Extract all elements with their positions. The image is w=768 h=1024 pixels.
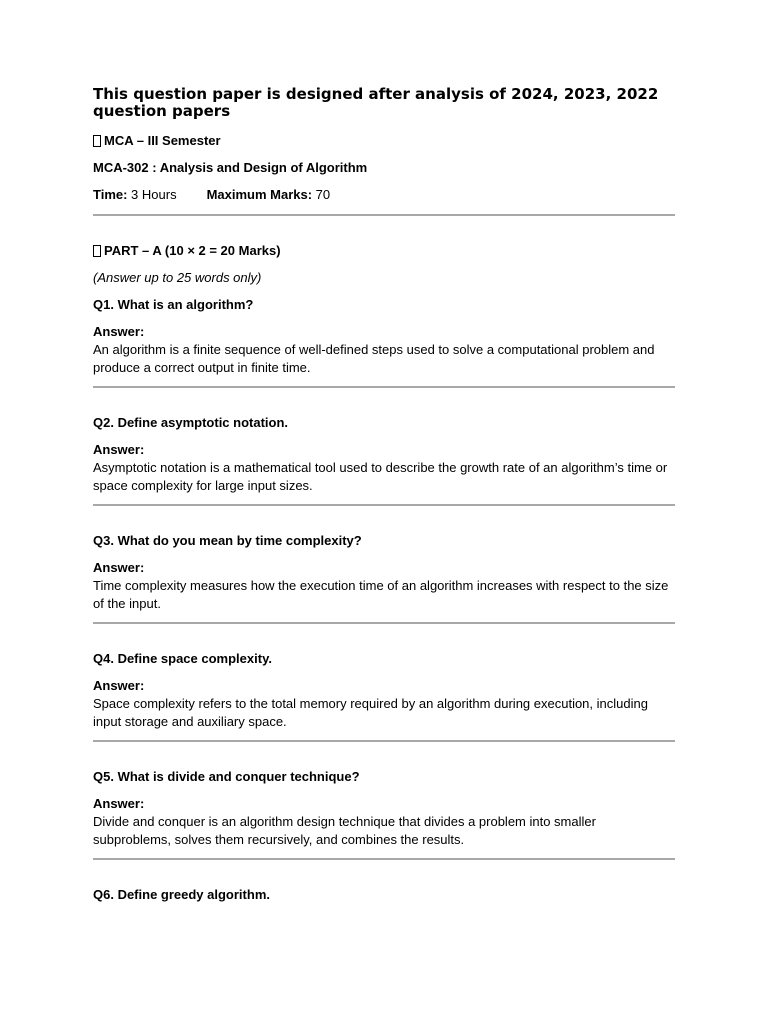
answer-text: Asymptotic notation is a mathematical tool used to describe the growth rate of an algorithm’s time or space complexity for large input sizes. xyxy=(93,460,668,493)
part-a-instruction: (Answer up to 25 words only) xyxy=(93,270,262,285)
answer-text: Divide and conquer is an algorithm design technique that divides a problem into smaller subproblems, solves them recursively, and combines the results. xyxy=(93,814,596,847)
answer-label: Answer: xyxy=(93,560,145,575)
divider xyxy=(93,504,675,506)
answer-text: Time complexity measures how the execution time of an algorithm increases with respect to the size of the input. xyxy=(93,578,669,611)
question-text: Q4. Define space complexity. xyxy=(93,651,272,666)
answer-label: Answer: xyxy=(93,442,145,457)
missing-glyph-icon xyxy=(93,245,101,257)
answer-label: Answer: xyxy=(93,796,145,811)
question-text: Q1. What is an algorithm? xyxy=(93,297,254,312)
question-text: Q2. Define asymptotic notation. xyxy=(93,415,289,430)
part-a-heading-text: PART – A (10 × 2 = 20 Marks) xyxy=(104,243,281,258)
question-block xyxy=(93,296,675,388)
program-line xyxy=(93,132,675,150)
paper-title: This question paper is designed after analysis of 2024, 2023, 2022 question papers xyxy=(93,85,659,120)
question-block xyxy=(93,886,675,904)
program-text: MCA – III Semester xyxy=(104,133,221,148)
divider xyxy=(93,214,675,216)
question-text: Q6. Define greedy algorithm. xyxy=(93,887,270,902)
answer-label: Answer: xyxy=(93,678,145,693)
divider xyxy=(93,740,675,742)
divider xyxy=(93,858,675,860)
time-value: 3 Hours xyxy=(127,187,177,202)
marks-label: Maximum Marks: xyxy=(206,187,313,202)
document-content xyxy=(93,86,675,913)
question-block xyxy=(93,532,675,624)
answer-label: Answer: xyxy=(93,324,145,339)
part-a-heading xyxy=(93,242,675,260)
answer-text: Space complexity refers to the total memory required by an algorithm during execution, including input storage and auxiliary space. xyxy=(93,696,648,729)
question-text: Q3. What do you mean by time complexity? xyxy=(93,533,362,548)
divider xyxy=(93,622,675,624)
time-label: Time: xyxy=(93,187,128,202)
course-line: MCA-302 : Analysis and Design of Algorithm xyxy=(93,160,368,175)
answer-text: An algorithm is a finite sequence of well-defined steps used to solve a computational problem and produce a correct output in finite time. xyxy=(93,342,655,375)
divider xyxy=(93,386,675,388)
question-block xyxy=(93,650,675,742)
question-text: Q5. What is divide and conquer technique? xyxy=(93,769,360,784)
marks-value: 70 xyxy=(312,187,331,202)
missing-glyph-icon xyxy=(93,135,101,147)
question-block xyxy=(93,768,675,860)
time-marks-line xyxy=(93,186,675,204)
question-block xyxy=(93,414,675,506)
